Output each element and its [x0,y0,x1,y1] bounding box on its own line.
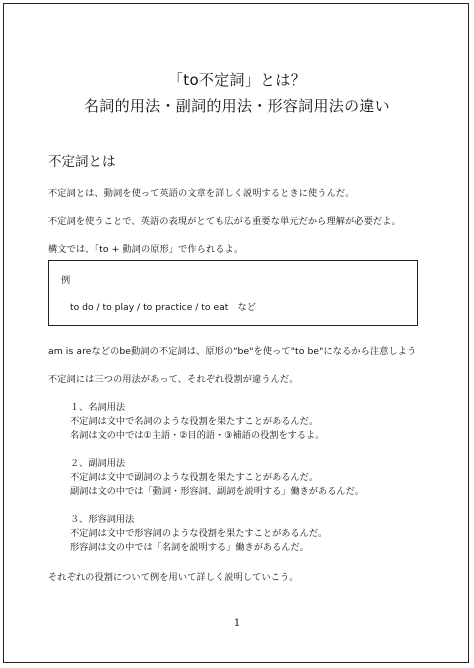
usage-intro: 不定詞には三つの用法があって、それぞれ役割が違うんだ。 [48,374,299,385]
usage-line: 不定詞は文中で形容詞のような役割を果たすことがあるんだ。 [70,528,328,539]
page-number: 1 [233,618,241,629]
usage-line: 名詞は文の中では①主語・②目的語・③補語の役割をするよ。 [70,430,325,441]
usage-line: 副詞は文の中では「動詞・形容詞、副詞を説明する」働きがあるんだ。 [70,486,364,497]
usage-title-noun: １、名詞用法 [70,402,126,413]
usage-line: 形容詞は文の中では「名詞を説明する」働きがあるんだ。 [70,542,309,553]
page-subtitle: 名詞的用法・副詞的用法・形容詞用法の違い [83,97,390,115]
page-title: 「to不定詞」とは？ [167,71,307,89]
closing-paragraph: それぞれの役割について例を用いて詳しく説明していこう。 [48,572,299,583]
example-box [48,260,418,326]
usage-title-adjective: ３、形容詞用法 [70,514,135,525]
example-label: 例 [61,275,71,286]
section-heading: 不定詞とは [48,154,116,170]
be-verb-note: am is areなどのbe動詞の不定詞は、原形の"be"を使って"to be"になるから注意しよう [48,346,417,357]
intro-paragraph-2: 不定詞を使うことで、英語の表現がとても広がる重要な単元だから理解が必要だよ。 [48,216,401,227]
intro-paragraph-1: 不定詞とは、動詞を使って英語の文章を詳しく説明するときに使うんだ。 [48,188,355,199]
document-page [3,3,469,663]
example-list: to do / to play / to practice / to eat など [70,302,256,313]
usage-title-adverb: ２、副詞用法 [70,458,126,469]
intro-paragraph-3: 構文では、「to + 動詞の原形」で作られるよ。 [48,244,244,255]
usage-line: 不定詞は文中で副詞のような役割を果たすことがあるんだ。 [70,472,319,483]
usage-line: 不定詞は文中で名詞のような役割を果たすことがあるんだ。 [70,416,319,427]
